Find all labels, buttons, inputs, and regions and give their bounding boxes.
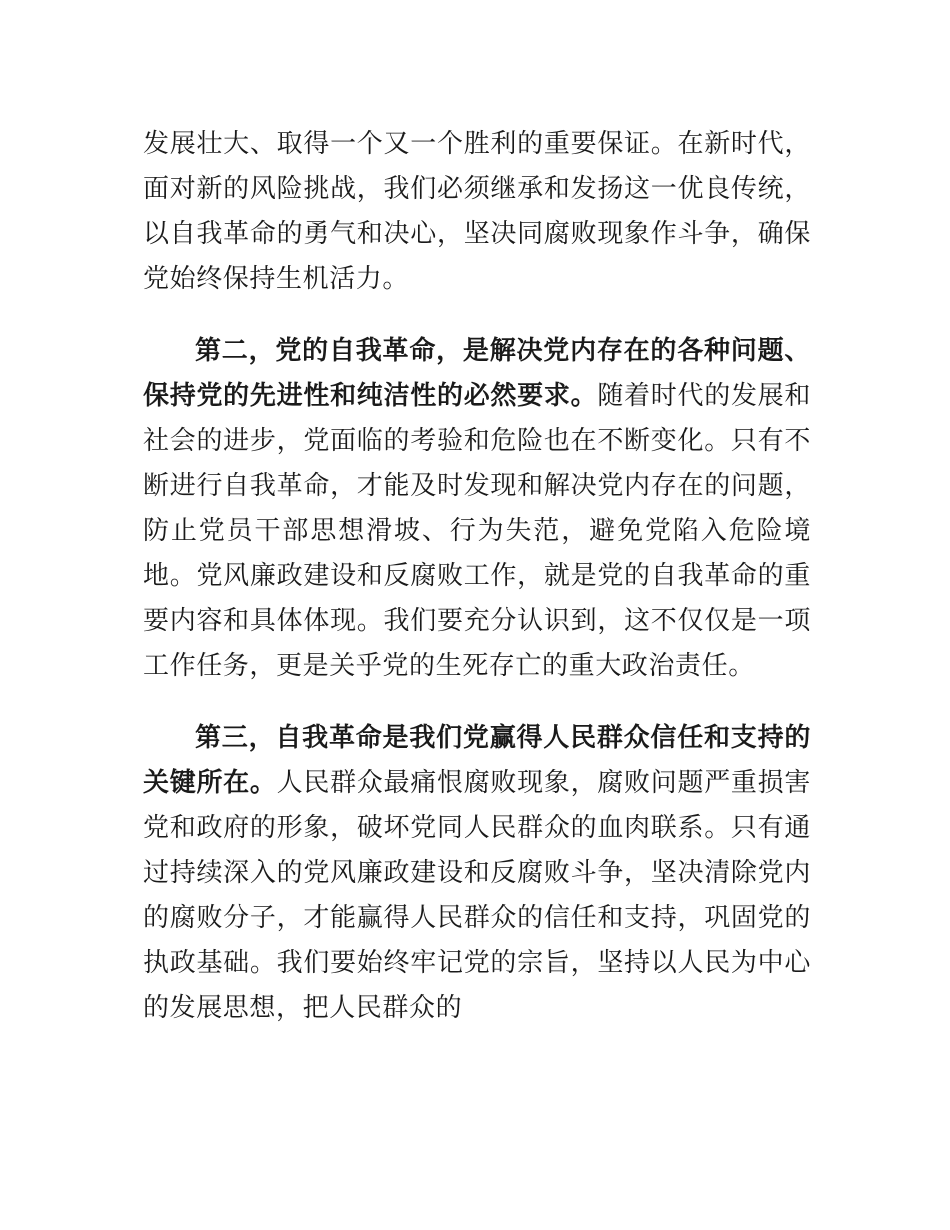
- paragraph-body: 发展壮大、取得一个又一个胜利的重要保证。在新时代，面对新的风险挑战，我们必须继承和发扬这一优良传统，以自我革命的勇气和决心，坚决同腐败现象作斗争，确保党始终保持生机活力。: [143, 129, 811, 294]
- paragraph-body: 人民群众最痛恨腐败现象，腐败问题严重损害党和政府的形象，破坏党同人民群众的血肉联系。只有通过持续深入的党风廉政建设和反腐败斗争，坚决清除党内的腐败分子，才能赢得人民群众的信任和支持，巩固党的执政基础。我们要始终牢记党的宗旨，坚持以人民为中心的发展思想，把人民群众的: [143, 768, 811, 1023]
- paragraph-lead-bold: 第三，自我革命是我们党赢得人民群众信任和支持的关键所在。: [143, 723, 811, 798]
- paragraph-lead-bold: 第二，党的自我革命，是解决党内存在的各种问题、保持党的先进性和纯洁性的必然要求。: [143, 336, 811, 411]
- paragraph-body: 随着时代的发展和社会的进步，党面临的考验和危险也在不断变化。只有不断进行自我革命，才能及时发现和解决党内存在的问题，防止党员干部思想滑坡、行为失范，避免党陷入危险境地。党风廉政建设和反腐败工作，就是党的自我革命的重要内容和具体体现。我们要充分认识到，这不仅仅是一项工作任务，更是关乎党的生死存亡的重大政治责任。: [143, 381, 811, 681]
- paragraph-continuation: [143, 122, 811, 302]
- document-page: [143, 122, 811, 1058]
- paragraph-point-three: [143, 716, 811, 1031]
- paragraph-point-two: [143, 329, 811, 689]
